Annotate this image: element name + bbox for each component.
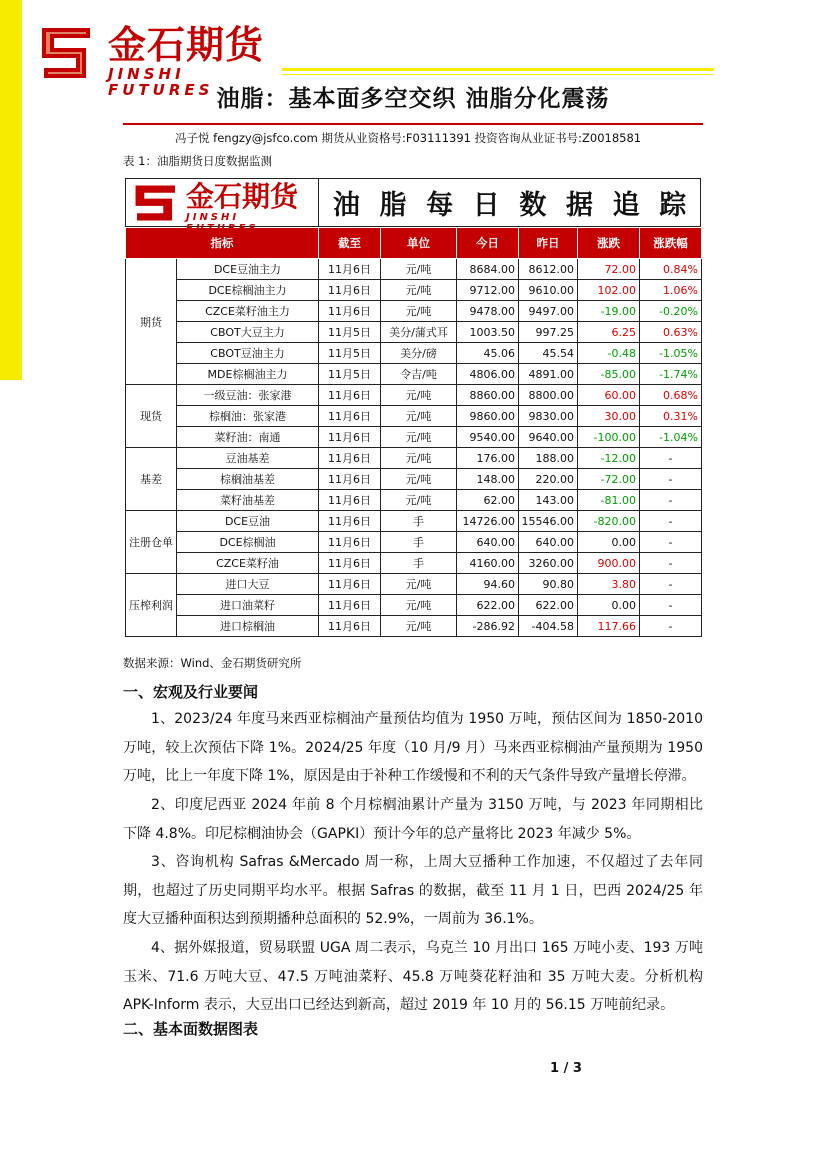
table-row bbox=[126, 553, 702, 574]
table-cell: 0.00 bbox=[578, 532, 640, 553]
header-rule bbox=[282, 68, 714, 71]
table-cell: 143.00 bbox=[519, 490, 578, 511]
oils-daily-table bbox=[125, 227, 702, 637]
news-paragraph-3: 3、咨询机构 Safras &Mercado 周一称，上周大豆播种工作加速，不仅超过了去年同期，也超过了历史同期平均水平。根据 Safras 的数据，截至 11 月 1 日，巴西 2024/25 年度大豆播种面积达到预期播种总面积的 52.9%，一周前为 36.1%。 bbox=[123, 854, 703, 927]
table-row bbox=[126, 595, 702, 616]
table-cell: 进口油菜籽 bbox=[177, 595, 319, 616]
table-cell: 11月5日 bbox=[319, 364, 381, 385]
data-source: 数据来源：Wind、金石期货研究所 bbox=[123, 656, 302, 670]
news-paragraph-1: 1、2023/24 年度马来西亚棕榈油产量预估均值为 1950 万吨，预估区间为 1850-2010 万吨，较上次预估下降 1%。2024/25 年度（10 月/9 月）马来西亚棕榈油产量预期为 1950 万吨，比上一年度下降 1%，原因是由于补种工作缓慢和不利的天气条件导致产量增长停滞。 bbox=[123, 711, 703, 784]
table-cell: 棕榈油：张家港 bbox=[177, 406, 319, 427]
table-cell: 1003.50 bbox=[457, 322, 519, 343]
column-header: 今日 bbox=[457, 228, 519, 259]
table-row bbox=[126, 427, 702, 448]
row-group-label: 基差 bbox=[126, 448, 177, 511]
table-cell: 30.00 bbox=[578, 406, 640, 427]
table-cell: 元/吨 bbox=[381, 280, 457, 301]
table-cell: 11月6日 bbox=[319, 574, 381, 595]
table-row bbox=[126, 322, 702, 343]
table-cell: 棕榈油基差 bbox=[177, 469, 319, 490]
table-cell: 11月6日 bbox=[319, 301, 381, 322]
table-cell: 8612.00 bbox=[519, 259, 578, 280]
table-cell: 0.68% bbox=[640, 385, 702, 406]
table-cell: - bbox=[640, 469, 702, 490]
table-cell: 手 bbox=[381, 511, 457, 532]
table-cell: -0.48 bbox=[578, 343, 640, 364]
table-cell: 640.00 bbox=[519, 532, 578, 553]
table-cell: 9540.00 bbox=[457, 427, 519, 448]
table-row bbox=[126, 511, 702, 532]
banner-logo-en: JINSHI FUTURES bbox=[186, 212, 259, 234]
table-cell: 220.00 bbox=[519, 469, 578, 490]
table-cell: 11月6日 bbox=[319, 532, 381, 553]
table-cell: 元/吨 bbox=[381, 448, 457, 469]
table-cell: 622.00 bbox=[519, 595, 578, 616]
table-cell: MDE棕榈油主力 bbox=[177, 364, 319, 385]
banner-title-char: 踪 bbox=[659, 190, 687, 221]
table-row bbox=[126, 532, 702, 553]
table-cell: -19.00 bbox=[578, 301, 640, 322]
table-cell: 0.63% bbox=[640, 322, 702, 343]
table-cell: 176.00 bbox=[457, 448, 519, 469]
banner-title-char: 每 bbox=[426, 190, 454, 221]
table-cell: -286.92 bbox=[457, 616, 519, 637]
table-cell: DCE棕榈油主力 bbox=[177, 280, 319, 301]
row-group-label: 注册仓单 bbox=[126, 511, 177, 574]
table-cell: -85.00 bbox=[578, 364, 640, 385]
page-number: 1 / 3 bbox=[550, 1061, 582, 1076]
yellow-side-bar bbox=[0, 0, 22, 380]
table-cell: 72.00 bbox=[578, 259, 640, 280]
table-cell: 元/吨 bbox=[381, 595, 457, 616]
row-group-label: 期货 bbox=[126, 259, 177, 385]
section-2-heading: 二、基本面数据图表 bbox=[123, 1020, 259, 1038]
banner-title-char: 据 bbox=[565, 190, 593, 221]
table-row bbox=[126, 469, 702, 490]
table-cell: - bbox=[640, 574, 702, 595]
report-title: 油脂：基本面多空交织 油脂分化震荡 bbox=[216, 86, 610, 112]
table-cell: -1.04% bbox=[640, 427, 702, 448]
table-cell: 11月6日 bbox=[319, 490, 381, 511]
table-cell: CZCE菜籽油主力 bbox=[177, 301, 319, 322]
table-cell: 豆油基差 bbox=[177, 448, 319, 469]
table-cell: 9497.00 bbox=[519, 301, 578, 322]
table-cell: DCE豆油主力 bbox=[177, 259, 319, 280]
section-1-heading: 一、宏观及行业要闻 bbox=[123, 683, 259, 701]
table-cell: 元/吨 bbox=[381, 490, 457, 511]
table-cell: 9478.00 bbox=[457, 301, 519, 322]
column-header: 截至 bbox=[319, 228, 381, 259]
table-row bbox=[126, 574, 702, 595]
table-cell: 11月5日 bbox=[319, 322, 381, 343]
table-cell: 11月6日 bbox=[319, 280, 381, 301]
table-row bbox=[126, 490, 702, 511]
table-row bbox=[126, 448, 702, 469]
table-row bbox=[126, 343, 702, 364]
table-cell: 手 bbox=[381, 532, 457, 553]
table-cell: 90.80 bbox=[519, 574, 578, 595]
logo-cn-text: 金石期货 bbox=[108, 23, 265, 67]
table-cell: 102.00 bbox=[578, 280, 640, 301]
table-cell: 60.00 bbox=[578, 385, 640, 406]
table-cell: 900.00 bbox=[578, 553, 640, 574]
banner-title-char: 追 bbox=[612, 190, 640, 221]
table-banner bbox=[125, 178, 701, 234]
table-cell: 11月6日 bbox=[319, 595, 381, 616]
table-cell: 0.00 bbox=[578, 595, 640, 616]
table-cell: 0.31% bbox=[640, 406, 702, 427]
table-cell: 进口大豆 bbox=[177, 574, 319, 595]
author-line: 冯子悦 fengzy@jsfco.com 期货从业资格号:F03111391 投资咨询从业证书号:Z0018581 bbox=[175, 131, 642, 145]
table-cell: 9640.00 bbox=[519, 427, 578, 448]
table-row bbox=[126, 616, 702, 637]
table-cell: 4891.00 bbox=[519, 364, 578, 385]
table-cell: 11月6日 bbox=[319, 385, 381, 406]
table-cell: -1.74% bbox=[640, 364, 702, 385]
table-cell: 美分/磅 bbox=[381, 343, 457, 364]
table-cell: - bbox=[640, 532, 702, 553]
table-cell: 9712.00 bbox=[457, 280, 519, 301]
table-cell: -100.00 bbox=[578, 427, 640, 448]
banner-title-char: 日 bbox=[472, 190, 500, 221]
table-cell: -1.05% bbox=[640, 343, 702, 364]
logo-mark-icon bbox=[38, 22, 98, 82]
table-cell: 94.60 bbox=[457, 574, 519, 595]
table-cell: 11月6日 bbox=[319, 259, 381, 280]
table-cell: 1.06% bbox=[640, 280, 702, 301]
table-cell: 11月6日 bbox=[319, 469, 381, 490]
logo-en-text: JINSHI FUTURES bbox=[108, 65, 214, 99]
banner-title-char: 数 bbox=[519, 190, 547, 221]
table-cell: 一级豆油：张家港 bbox=[177, 385, 319, 406]
table-cell: 元/吨 bbox=[381, 574, 457, 595]
table-cell: 元/吨 bbox=[381, 469, 457, 490]
table-caption: 表 1：油脂期货日度数据监测 bbox=[123, 154, 272, 168]
table-row bbox=[126, 385, 702, 406]
table-cell: 元/吨 bbox=[381, 616, 457, 637]
table-cell: -0.20% bbox=[640, 301, 702, 322]
table-cell: 11月6日 bbox=[319, 448, 381, 469]
company-logo bbox=[38, 22, 278, 99]
row-group-label: 现货 bbox=[126, 385, 177, 448]
table-cell: 3260.00 bbox=[519, 553, 578, 574]
table-cell: - bbox=[640, 616, 702, 637]
table-cell: - bbox=[640, 448, 702, 469]
table-cell: 0.84% bbox=[640, 259, 702, 280]
table-cell: 640.00 bbox=[457, 532, 519, 553]
table-row bbox=[126, 301, 702, 322]
header-rule-thin bbox=[282, 74, 714, 75]
table-cell: 8684.00 bbox=[457, 259, 519, 280]
table-cell: 622.00 bbox=[457, 595, 519, 616]
table-cell: 11月6日 bbox=[319, 511, 381, 532]
table-cell: 45.54 bbox=[519, 343, 578, 364]
row-group-label: 压榨利润 bbox=[126, 574, 177, 637]
banner-logo-mark-icon bbox=[134, 184, 178, 222]
table-cell: -12.00 bbox=[578, 448, 640, 469]
banner-title-char: 油 bbox=[332, 190, 360, 221]
table-cell: 进口棕榈油 bbox=[177, 616, 319, 637]
table-cell: 4160.00 bbox=[457, 553, 519, 574]
table-cell: 11月6日 bbox=[319, 616, 381, 637]
table-cell: 6.25 bbox=[578, 322, 640, 343]
table-cell: 美分/蒲式耳 bbox=[381, 322, 457, 343]
table-row bbox=[126, 406, 702, 427]
table-cell: CZCE菜籽油 bbox=[177, 553, 319, 574]
table-cell: DCE豆油 bbox=[177, 511, 319, 532]
table-cell: -72.00 bbox=[578, 469, 640, 490]
column-header: 指标 bbox=[126, 228, 319, 259]
table-cell: 3.80 bbox=[578, 574, 640, 595]
table-body bbox=[126, 259, 702, 637]
banner-title-char: 脂 bbox=[379, 190, 407, 221]
column-header: 涨跌 bbox=[578, 228, 640, 259]
banner-title bbox=[319, 179, 700, 226]
table-cell: CBOT大豆主力 bbox=[177, 322, 319, 343]
table-row bbox=[126, 259, 702, 280]
table-cell: 8860.00 bbox=[457, 385, 519, 406]
table-cell: 9860.00 bbox=[457, 406, 519, 427]
news-paragraph-2: 2、印度尼西亚 2024 年前 8 个月棕榈油累计产量为 3150 万吨，与 2023 年同期相比下降 4.8%。印尼棕榈油协会（GAPKI）预计今年的总产量将比 2023 年减少 5%。 bbox=[123, 797, 703, 842]
table-cell: 元/吨 bbox=[381, 301, 457, 322]
table-cell: 11月6日 bbox=[319, 406, 381, 427]
table-cell: -820.00 bbox=[578, 511, 640, 532]
table-cell: 元/吨 bbox=[381, 406, 457, 427]
table-cell: 9830.00 bbox=[519, 406, 578, 427]
table-cell: 117.66 bbox=[578, 616, 640, 637]
table-cell: 188.00 bbox=[519, 448, 578, 469]
table-cell: DCE棕榈油 bbox=[177, 532, 319, 553]
table-cell: 菜籽油：南通 bbox=[177, 427, 319, 448]
table-cell: 14726.00 bbox=[457, 511, 519, 532]
table-cell: 手 bbox=[381, 553, 457, 574]
table-cell: 45.06 bbox=[457, 343, 519, 364]
table-cell: 11月6日 bbox=[319, 427, 381, 448]
column-header: 昨日 bbox=[519, 228, 578, 259]
table-row bbox=[126, 280, 702, 301]
column-header: 单位 bbox=[381, 228, 457, 259]
table-cell: - bbox=[640, 490, 702, 511]
table-cell: 菜籽油基差 bbox=[177, 490, 319, 511]
data-table-block bbox=[125, 178, 701, 637]
table-cell: 15546.00 bbox=[519, 511, 578, 532]
table-cell: 148.00 bbox=[457, 469, 519, 490]
banner-logo bbox=[126, 179, 319, 234]
table-cell: -81.00 bbox=[578, 490, 640, 511]
column-header: 涨跌幅 bbox=[640, 228, 702, 259]
table-cell: 元/吨 bbox=[381, 259, 457, 280]
banner-logo-cn: 金石期货 bbox=[186, 180, 299, 213]
table-cell: - bbox=[640, 595, 702, 616]
table-cell: CBOT豆油主力 bbox=[177, 343, 319, 364]
table-cell: 11月6日 bbox=[319, 553, 381, 574]
table-cell: 元/吨 bbox=[381, 385, 457, 406]
table-cell: - bbox=[640, 511, 702, 532]
table-cell: 997.25 bbox=[519, 322, 578, 343]
table-cell: 令吉/吨 bbox=[381, 364, 457, 385]
table-cell: -404.58 bbox=[519, 616, 578, 637]
table-cell: 4806.00 bbox=[457, 364, 519, 385]
title-divider bbox=[123, 123, 703, 125]
table-cell: 元/吨 bbox=[381, 427, 457, 448]
table-cell: - bbox=[640, 553, 702, 574]
table-cell: 62.00 bbox=[457, 490, 519, 511]
table-row bbox=[126, 364, 702, 385]
table-cell: 8800.00 bbox=[519, 385, 578, 406]
table-cell: 9610.00 bbox=[519, 280, 578, 301]
news-paragraph-4: 4、据外媒报道，贸易联盟 UGA 周二表示，乌克兰 10 月出口 165 万吨小麦、193 万吨玉米、71.6 万吨大豆、47.5 万吨油菜籽、45.8 万吨葵花籽油和 35 万吨大麦。分析机构 APK-Inform 表示，大豆出口已经达到新高，超过 2019 年 10 月的 56.15 万吨前纪录。 bbox=[123, 940, 703, 1013]
table-cell: 11月5日 bbox=[319, 343, 381, 364]
